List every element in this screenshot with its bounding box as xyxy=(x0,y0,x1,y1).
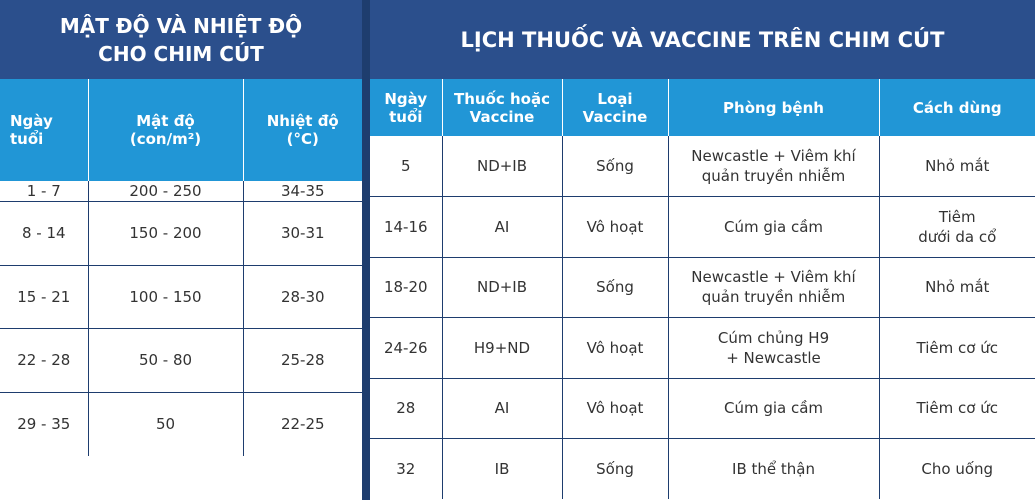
cell-usage: Tiêm cơ ức xyxy=(879,378,1035,439)
header-density: Mật độ (con/m²) xyxy=(88,79,243,181)
cell-vaccine-type: Sống xyxy=(562,136,668,197)
cell-usage: Nhỏ mắt xyxy=(879,257,1035,318)
table-row xyxy=(0,329,362,393)
header-disease: Phòng bệnh xyxy=(668,79,879,136)
vaccine-schedule-table xyxy=(370,79,1035,499)
density-temperature-table xyxy=(0,79,362,456)
cell-age: 1 - 7 xyxy=(0,181,88,202)
cell-vaccine-type: Vô hoạt xyxy=(562,378,668,439)
cell-density: 50 - 80 xyxy=(88,329,243,393)
cell-temperature: 30-31 xyxy=(243,202,362,266)
cell-age: 8 - 14 xyxy=(0,202,88,266)
cell-density: 200 - 250 xyxy=(88,181,243,202)
cell-medicine: AI xyxy=(442,197,562,258)
header-age: Ngày tuổi xyxy=(0,79,88,181)
header-usage: Cách dùng xyxy=(879,79,1035,136)
cell-vaccine-type: Vô hoạt xyxy=(562,197,668,258)
vaccine-schedule-panel xyxy=(370,0,1035,500)
cell-vaccine-type: Vô hoạt xyxy=(562,318,668,379)
cell-disease: IB thể thận xyxy=(668,439,879,500)
cell-temperature: 25-28 xyxy=(243,329,362,393)
cell-temperature: 22-25 xyxy=(280,415,325,434)
cell-age: 32 xyxy=(370,439,442,500)
cell-vaccine-type: Sống xyxy=(562,257,668,318)
table-row xyxy=(0,392,362,456)
cell-usage: Cho uống xyxy=(921,460,994,478)
cell-vaccine-type: Sống xyxy=(562,439,668,500)
cell-medicine: H9+ND xyxy=(442,318,562,379)
table-header-row xyxy=(0,79,362,181)
cell-age: 24-26 xyxy=(370,318,442,379)
cell-medicine: ND+IB xyxy=(442,257,562,318)
table-row xyxy=(370,378,1035,439)
cell-density: 100 - 150 xyxy=(88,265,243,329)
cell-medicine: IB xyxy=(442,439,562,500)
cell-usage: Nhỏ mắt xyxy=(879,136,1035,197)
cell-temperature: 28-30 xyxy=(243,265,362,329)
table-header-row xyxy=(370,79,1035,136)
cell-age: 14-16 xyxy=(370,197,442,258)
header-medicine: Thuốc hoặc Vaccine xyxy=(442,79,562,136)
cell-medicine: AI xyxy=(442,378,562,439)
cell-density: 50 xyxy=(88,392,243,456)
table-row xyxy=(370,257,1035,318)
header-vaccine-type: Loại Vaccine xyxy=(562,79,668,136)
cell-age: 28 xyxy=(370,378,442,439)
cell-temperature: 34-35 xyxy=(243,181,362,202)
cell-usage: Tiêm dưới da cổ xyxy=(879,197,1035,258)
density-temperature-panel xyxy=(0,0,362,500)
title-line-2: CHO CHIM CÚT xyxy=(98,41,264,66)
cell-medicine: ND+IB xyxy=(442,136,562,197)
cell-disease: Newcastle + Viêm khí quản truyền nhiễm xyxy=(668,136,879,197)
cell-age: 22 - 28 xyxy=(0,329,88,393)
cell-age: 18-20 xyxy=(370,257,442,318)
header-age: Ngày tuổi xyxy=(370,79,442,136)
cell-disease: Cúm chủng H9 + Newcastle xyxy=(668,318,879,379)
table-row xyxy=(370,439,1035,500)
density-temperature-title xyxy=(0,0,362,79)
cell-age: 29 - 35 xyxy=(0,392,88,456)
table-row xyxy=(370,197,1035,258)
vaccine-schedule-title: LỊCH THUỐC VÀ VACCINE TRÊN CHIM CÚT xyxy=(370,0,1035,79)
cell-age: 15 - 21 xyxy=(0,265,88,329)
table-row xyxy=(0,265,362,329)
title-line-1: MẬT ĐỘ VÀ NHIỆT ĐỘ xyxy=(59,13,303,38)
table-row xyxy=(370,136,1035,197)
cell-disease: Cúm gia cầm xyxy=(668,378,879,439)
cell-disease: Cúm gia cầm xyxy=(668,197,879,258)
table-row xyxy=(370,318,1035,379)
cell-disease: Newcastle + Viêm khí quản truyền nhiễm xyxy=(668,257,879,318)
header-temperature: Nhiệt độ (°C) xyxy=(243,79,362,181)
cell-age: 5 xyxy=(370,136,442,197)
cell-usage: Tiêm cơ ức xyxy=(879,318,1035,379)
cell-density: 150 - 200 xyxy=(88,202,243,266)
table-row xyxy=(0,181,362,202)
table-row xyxy=(0,202,362,266)
